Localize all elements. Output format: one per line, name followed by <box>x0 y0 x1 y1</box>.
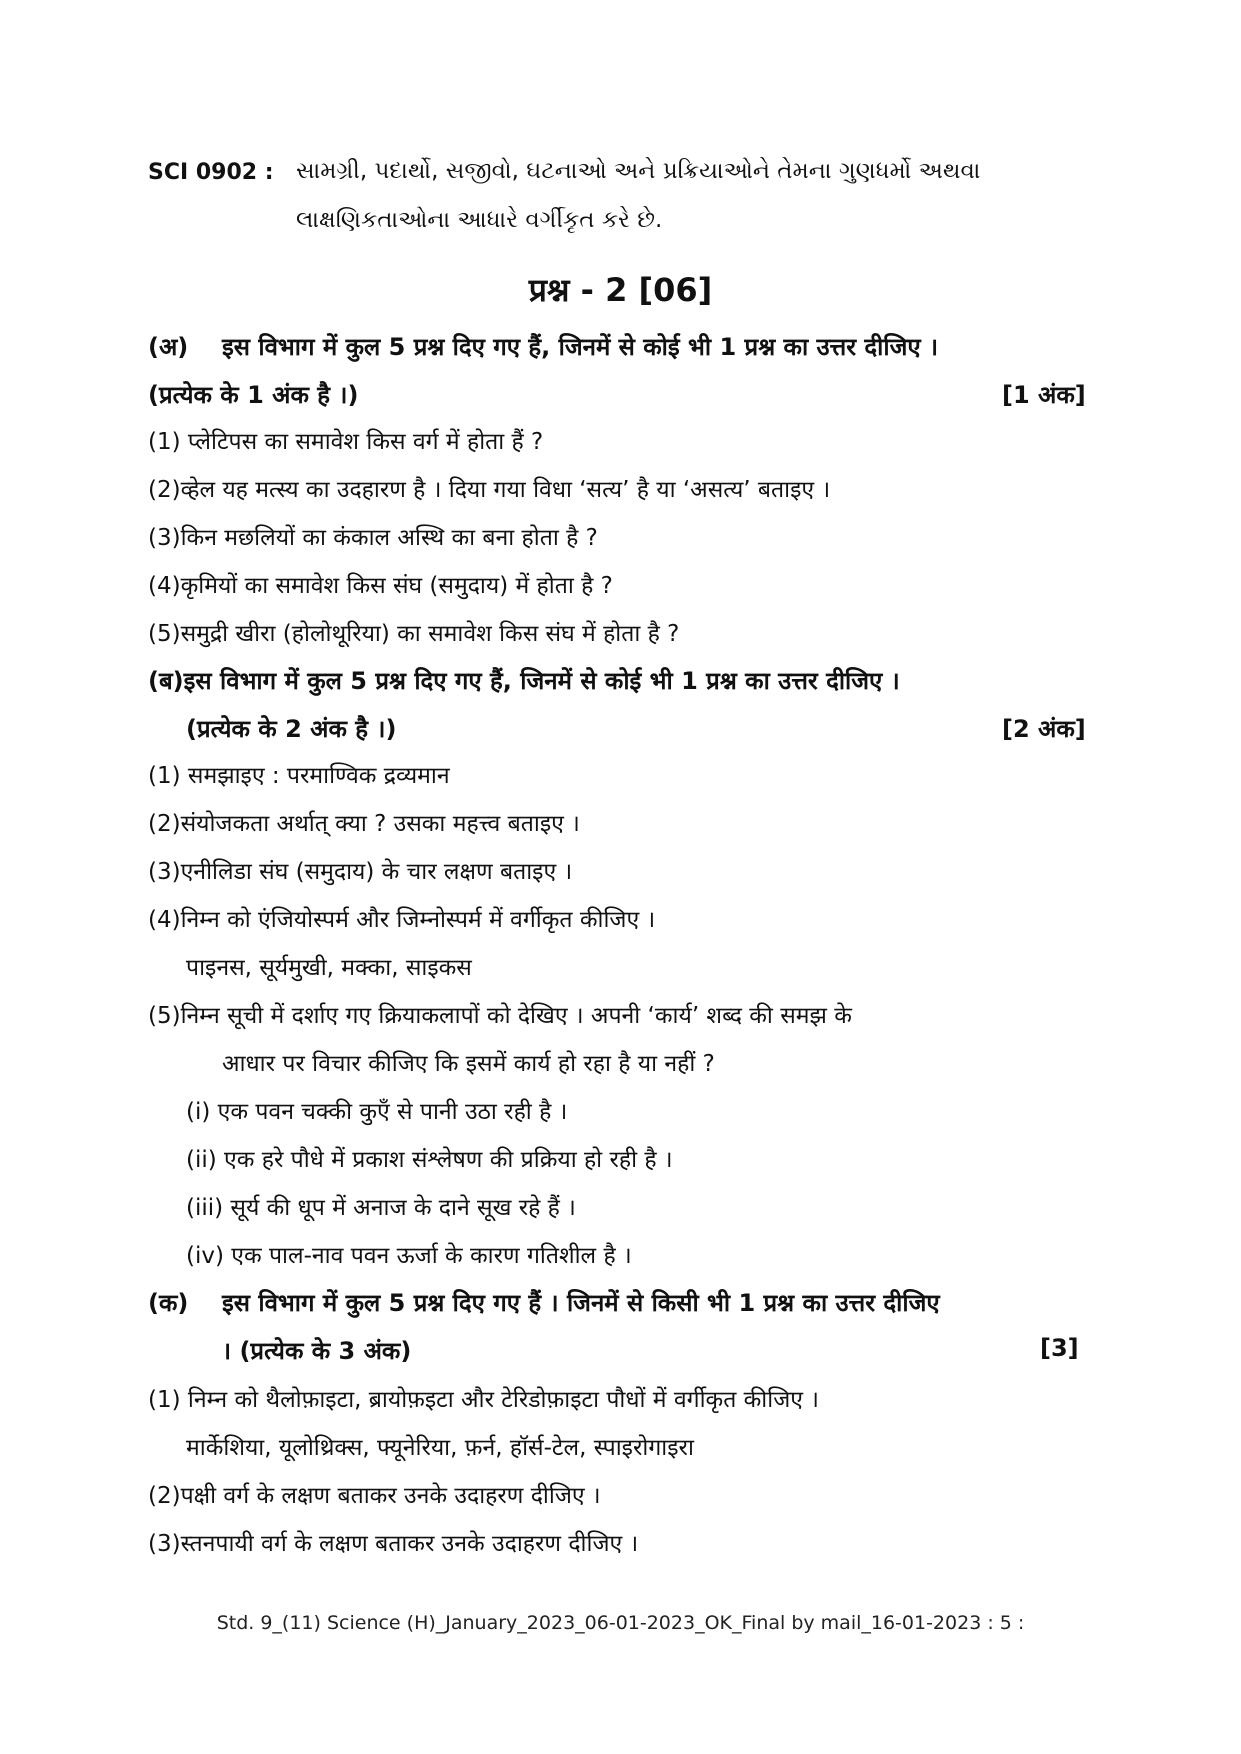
page-footer: Std. 9_(11) Science (H)_January_2023_06-01-2023_OK_Final by mail_16-01-2023 : 5 : <box>216 1612 1025 1634</box>
objective-line-2: લાક્ષણિકતાઓના આધારે વર્ગીકૃત કરે છે. <box>296 207 663 233</box>
question-c-2: (2)पक्षी वर्ग के लक्षण बताकर उनके उदाहरण दीजिए । <box>148 1483 601 1509</box>
section-b-heading: (ब)इस विभाग में कुल 5 प्रश्न दिए गए हैं, जिनमें से कोई भी 1 प्रश्न का उत्तर दीजिए । <box>148 667 900 695</box>
question-b-2: (2)संयोजकता अर्थात् क्या ? उसका महत्त्व बताइए । <box>148 811 580 837</box>
question-b-3: (3)एनीलिडा संघ (समुदाय) के चार लक्षण बताइए । <box>148 859 573 885</box>
question-b-5-line-2: आधार पर विचार कीजिए कि इसमें कार्य हो रहा है या नहीं ? <box>222 1051 715 1077</box>
section-a-marks: [1 अंक] <box>1002 381 1086 409</box>
question-c-1-items: मार्केशिया, यूलोथ्रिक्स, फ्यूनेरिया, फ़र्न, हॉर्स-टेल, स्पाइरोगाइरा <box>186 1435 694 1461</box>
question-c-1: (1) निम्न को थैलोफ़ाइटा, ब्रायोफ़इटा और टेरिडोफ़ाइटा पौधों में वर्गीकृत कीजिए । <box>148 1387 820 1413</box>
section-b-subheading: (प्रत्येक के 2 अंक है ।) <box>186 715 397 743</box>
question-b-5-item-3: (iii) सूर्य की धूप में अनाज के दाने सूख रहे हैं । <box>186 1195 576 1221</box>
question-c-3: (3)स्तनपायी वर्ग के लक्षण बताकर उनके उदाहरण दीजिए । <box>148 1531 639 1557</box>
objective-line-1: સામગ્રી, પદાર્થો, સજીવો, ઘટનાઓ અને પ્રક્રિયાઓને તેમના ગુણધર્મો અથવા <box>296 158 981 184</box>
question-b-5-item-2: (ii) एक हरे पौधे में प्रकाश संश्लेषण की प्रक्रिया हो रही है । <box>186 1147 673 1173</box>
section-b-marks: [2 अंक] <box>1002 715 1086 743</box>
question-a-3: (3)किन मछलियों का कंकाल अस्थि का बना होता है ? <box>148 525 598 551</box>
objective-code: SCI 0902 : <box>148 160 274 185</box>
section-a-heading: इस विभाग में कुल 5 प्रश्न दिए गए हैं, जिनमें से कोई भी 1 प्रश्न का उत्तर दीजिए । <box>222 333 939 361</box>
section-c-heading: इस विभाग में कुल 5 प्रश्न दिए गए हैं । जिनमें से किसी भी 1 प्रश्न का उत्तर दीजिए <box>222 1289 940 1317</box>
section-a-subheading: (प्रत्येक के 1 अंक है ।) <box>148 381 359 409</box>
page-title: प्रश्न - 2 [06] <box>528 271 713 309</box>
question-b-5-item-4: (iv) एक पाल-नाव पवन ऊर्जा के कारण गतिशील है । <box>186 1243 632 1269</box>
section-c-label: (क) <box>148 1289 189 1317</box>
section-c-subheading: । (प्रत्येक के 3 अंक) <box>222 1337 412 1365</box>
question-b-1: (1) समझाइए : परमाण्विक द्रव्यमान <box>148 763 450 789</box>
question-b-5-item-1: (i) एक पवन चक्की कुएँ से पानी उठा रही है । <box>186 1099 568 1125</box>
question-a-4: (4)कृमियों का समावेश किस संघ (समुदाय) में होता है ? <box>148 573 613 599</box>
question-b-4-items: पाइनस, सूर्यमुखी, मक्का, साइकस <box>186 955 472 981</box>
question-b-4: (4)निम्न को एंजियोस्पर्म और जिम्नोस्पर्म में वर्गीकृत कीजिए । <box>148 907 656 933</box>
question-a-2: (2)व्हेल यह मत्स्य का उदहारण है । दिया गया विधा ‘सत्य’ है या ‘असत्य’ बताइए । <box>148 477 831 503</box>
question-a-1: (1) प्लेटिपस का समावेश किस वर्ग में होता हैं ? <box>148 429 544 455</box>
section-a-label: (अ) <box>148 333 189 361</box>
section-c-marks: [3] <box>1040 1334 1079 1362</box>
question-b-5-line-1: (5)निम्न सूची में दर्शाए गए क्रियाकलापों को देखिए । अपनी ‘कार्य’ शब्द की समझ के <box>148 1003 852 1029</box>
question-a-5: (5)समुद्री खीरा (होलोथूरिया) का समावेश किस संघ में होता है ? <box>148 621 680 647</box>
